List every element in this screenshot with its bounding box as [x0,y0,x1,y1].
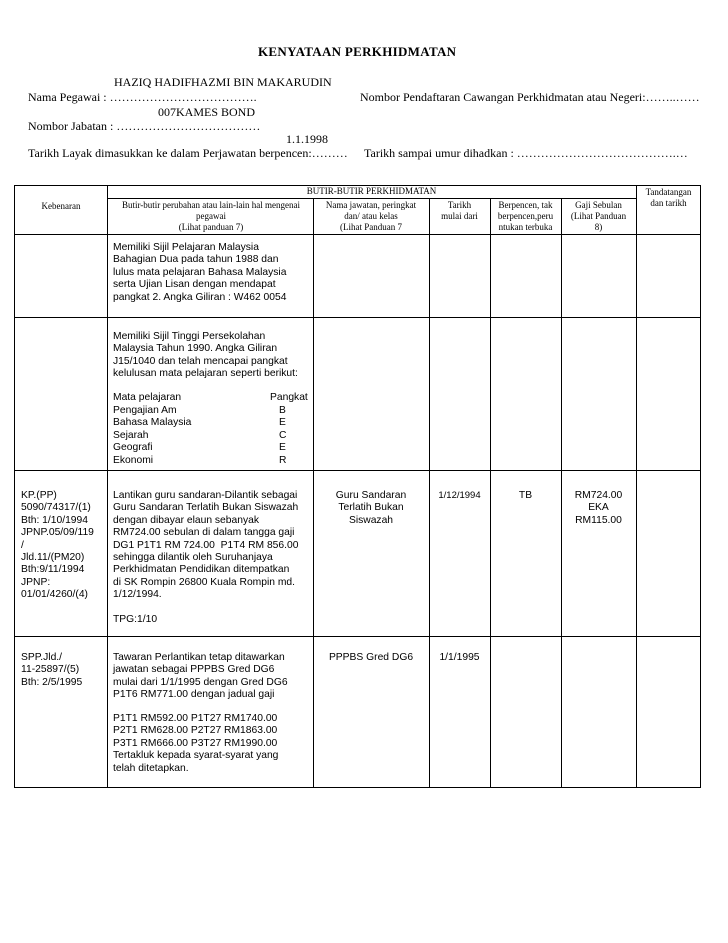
col-butir: Butir-butir perubahan atau lain-lain hal mengenai pegawai (Lihat panduan 7) [121,200,300,232]
row3-gaji: RM724.00 EKA RM115.00 [574,490,623,526]
nama-pegawai-value: HAZIQ HADIFHAZMI BIN MAKARUDIN [114,75,332,89]
row3-butir-extra: TPG:1/10 [113,614,158,625]
tarikh-layak-label: Tarikh Layak dimasukkan ke dalam Perjawatan berpencen:……… [28,146,348,160]
row3-nama-jawatan: Guru Sandaran Terlatih Bukan Siswazah [335,490,407,526]
nombor-jabatan-value: 007KAMES BOND [158,105,256,119]
row2-subjects-header-subject: Mata pelajaran [113,392,182,403]
row2-grade: R [279,454,287,466]
row2-grade: C [279,429,287,441]
nama-pegawai-label: Nama Pegawai : ………………………………. [28,90,257,104]
row2-subjects-header-grade: Pangkat [270,392,308,403]
page-title: KENYATAAN PERKHIDMATAN [258,44,457,59]
col-nama-jawatan: Nama jawatan, peringkat dan/ atau kelas (Lihat Panduan 7 [325,200,417,232]
row2-grade: E [279,417,286,428]
col-tandatangan: Tandatangan dan tarikh [645,187,692,208]
row2-subject: Geografi [113,442,153,453]
tarikh-layak-value: 1.1.1998 [286,132,328,146]
row3-berpencen: TB [518,490,533,501]
col-berpencen: Berpencen, tak berpencen,peru ntukan terbuka [497,200,554,232]
row4-nama-jawatan: PPPBS Gred DG6 [328,652,414,663]
row2-grade: B [279,404,286,416]
row2-subject: Ekonomi [113,454,154,466]
row2-subject: Sejarah [113,429,149,441]
tarikh-sampai-label: Tarikh sampai umur dihadkan : ………………………………….… [364,146,688,160]
col-gaji: Gaji Sebulan (Lihat Panduan 8) [570,200,627,232]
row2-grade: E [279,442,286,453]
row1-butir: Memiliki Sijil Pelajaran Malaysia Bahagian Dua pada tahun 1988 dan lulus mata pelajaran Bahasa Malaysia serta Ujian Lisan dengan mendapat pangkat 2. Angka Giliran : W462 0054 [113,242,287,303]
row4-tarikh: 1/1/1995 [439,652,480,663]
row3-butir: Lantikan guru sandaran-Dilantik sebagai Guru Sandaran Terlatih Bukan Siswazah dengan dibayar elaun sebanyak RM724.00 sebulan di dalam tangga gaji DG1 P1T1 RM 724.00 P1T4 RM 856.00 sehingga dilantik oleh Suruhanjaya Perkhidmatan Pendidikan ditempatkan di SK Rompin 26800 Kuala Rompin md. 1/12/1994. [113,490,299,601]
nombor-pendaftaran-label: Nombor Pendaftaran Cawangan Perkhidmatan atau Negeri:……..…… [360,90,700,104]
nombor-jabatan-label: Nombor Jabatan : ……………………………… [28,119,261,133]
row4-butir-extra: P1T1 RM592.00 P1T27 RM1740.00 P2T1 RM628.00 P2T27 RM1863.00 P3T1 RM666.00 P3T27 RM1990.00 Tertakluk kepada syarat-syarat yang telah ditetapkan. [113,713,279,774]
row3-kebenaran: KP.(PP) 5090/74317/(1) Bth: 1/10/1994 JPNP.05/09/119 / Jld.11/(PM20) Bth:9/11/1994 JPNP: 01/01/4260/(4) [21,490,94,601]
butir-perkhidmatan-header: BUTIR-BUTIR PERKHIDMATAN [306,186,437,196]
row2-butir: Memiliki Sijil Tinggi Persekolahan Malaysia Tahun 1990. Angka Giliran J15/1040 dan telah mencapai pangkat kelulusan mata pelajaran seperti berikut: [113,331,298,380]
row4-butir: Tawaran Perlantikan tetap ditawarkan jawatan sebagai PPPBS Gred DG6 mulai dari 1/1/1995 dengan Gred DG6 P1T6 RM771.00 dengan jadual gaji [113,652,288,701]
row2-subject: Bahasa Malaysia [113,417,192,428]
row4-kebenaran: SPP.Jld./ 11-25897/(5) Bth: 2/5/1995 [21,652,83,688]
col-kebenaran: Kebenaran [41,201,81,211]
col-tarikh: Tarikh mulai dari [441,200,478,221]
row2-subject: Pengajian Am [113,404,177,416]
service-table [14,185,701,788]
row3-tarikh: 1/12/1994 [438,490,481,501]
